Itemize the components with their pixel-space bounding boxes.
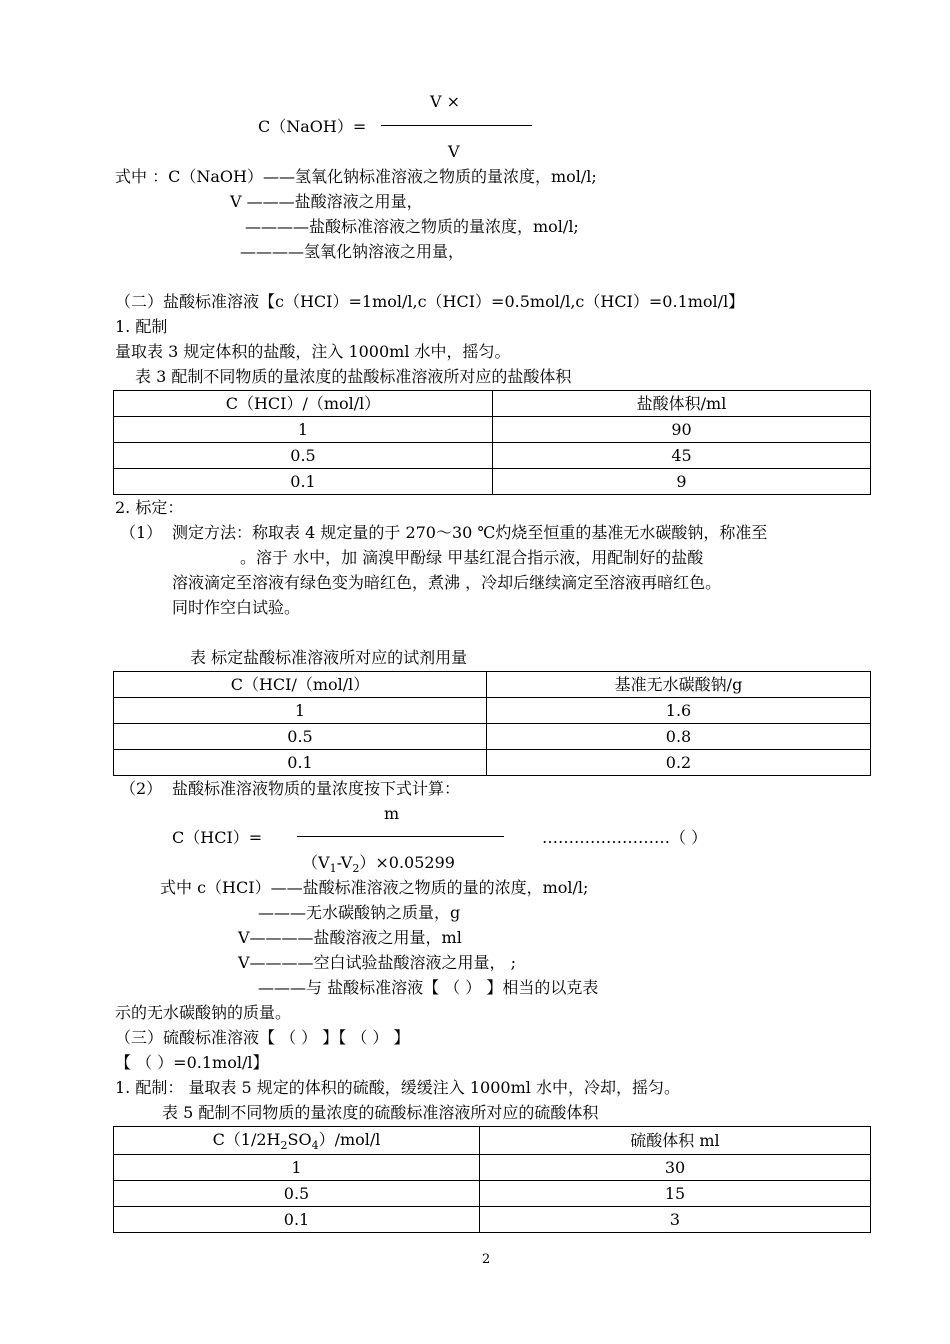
p2-text: 盐酸标准溶液物质的量浓度按下式计算：: [172, 779, 461, 798]
table-header-cell: 基准无水碳酸钠/g: [487, 672, 871, 698]
table-cell: 0.5: [114, 443, 493, 469]
table-cell: 0.2: [487, 750, 871, 776]
formula2-def1: ———无水碳酸钠之质量，g: [258, 903, 461, 922]
table-row: [114, 1181, 871, 1207]
table5-caption: 表 5 配制不同物质的量浓度的硫酸标准溶液所对应的硫酸体积: [162, 1103, 599, 1122]
table3: [113, 390, 871, 495]
table-row: [114, 698, 871, 724]
formula1-def2: ————盐酸标准溶液之物质的量浓度，mol/l;: [245, 217, 579, 236]
p2-label: （2）: [120, 779, 163, 798]
section2-step2: 2. 标定：: [115, 498, 184, 517]
table-cell: 1.6: [487, 698, 871, 724]
p1-line2: 。溶于 水中，加 滴溴甲酚绿 甲基红混合指示液，用配制好的盐酸: [240, 548, 704, 567]
formula2-def4: ———与 盐酸标准溶液【 （ ） 】相当的以克表: [258, 978, 599, 997]
table-cell: 9: [493, 469, 871, 495]
table-cell: 15: [480, 1181, 871, 1207]
table-header-row: [114, 391, 871, 417]
p1-label: （1）: [120, 523, 163, 542]
table-row: [114, 443, 871, 469]
section2-heading: （二）盐酸标准溶液【c（HCI）=1mol/l,c（HCI）=0.5mol/l,c（HCI）=0.1mol/l】: [115, 292, 745, 311]
formula2-def3: V————空白试验盐酸溶液之用量， ;: [238, 953, 517, 972]
table-cell: 3: [480, 1207, 871, 1233]
formula2-numerator: m: [384, 804, 400, 823]
section2-step1: 1. 配制: [115, 317, 168, 336]
table-cell: 1: [114, 1155, 480, 1181]
section2-step1-text: 量取表 3 规定体积的盐酸，注入 1000ml 水中，摇匀。: [115, 342, 511, 361]
p1-line1: 测定方法：称取表 4 规定量的于 270～30 ℃灼烧至恒重的基准无水碳酸钠，称准至: [172, 523, 768, 542]
formula1-def1: V ———盐酸溶液之用量，: [230, 192, 423, 211]
table-header-row: [114, 672, 871, 698]
table-cell: 0.8: [487, 724, 871, 750]
table-cell: 0.5: [114, 724, 487, 750]
table-row: [114, 1155, 871, 1181]
table-cell: 1: [114, 417, 493, 443]
formula1-where: 式中 ：C（NaOH）——氢氧化钠标准溶液之物质的量浓度，mol/l;: [115, 167, 597, 186]
formula1-fraction-bar: [381, 125, 532, 126]
table-row: [114, 417, 871, 443]
formula1-numerator: V ×: [430, 92, 461, 111]
table-header-cell: 硫酸体积 ml: [480, 1127, 871, 1155]
table5: [113, 1126, 871, 1233]
table-cell: 0.5: [114, 1181, 480, 1207]
table-cell: 45: [493, 443, 871, 469]
formula2-fraction-bar: [297, 836, 504, 837]
formula2-def2: V————盐酸溶液之用量，ml: [238, 928, 462, 947]
table-cell: 90: [493, 417, 871, 443]
section3-heading-cont: 【 （ ）=0.1mol/l】: [115, 1053, 269, 1072]
formula1-lhs: C（NaOH）=: [258, 117, 367, 136]
section3-step1-text: 1. 配制： 量取表 5 规定的体积的硫酸，缓缓注入 1000ml 水中，冷却，摇匀。: [115, 1078, 680, 1097]
table-header-cell: C（HCI）/（mol/l）: [114, 391, 493, 417]
table-cell: 30: [480, 1155, 871, 1181]
formula2-lhs: C（HCI）=: [172, 828, 263, 847]
table-row: [114, 724, 871, 750]
table4: [113, 671, 871, 776]
table-row: [114, 750, 871, 776]
table-header-cell: C（HCI/（mol/l）: [114, 672, 487, 698]
formula2-def4-cont: 示的无水碳酸钠的质量。: [115, 1003, 292, 1022]
formula2-dots: ……………………（ ）: [542, 828, 708, 847]
table-header-row: [114, 1127, 871, 1155]
formula1-def3: ————氢氧化钠溶液之用量，: [240, 242, 465, 261]
formula2-where: 式中 c（HCI）——盐酸标准溶液之物质的量的浓度，mol/l;: [160, 878, 589, 897]
p1-line3: 溶液滴定至溶液有绿色变为暗红色，煮沸 ，冷却后继续滴定至溶液再暗红色。: [172, 573, 722, 592]
formula2-denominator: $(V_1-V_2)\times 0.05299$: [302, 853, 455, 875]
table-row: [114, 469, 871, 495]
table-header-cell: 盐酸体积/ml: [493, 391, 871, 417]
table3-caption: 表 3 配制不同物质的量浓度的盐酸标准溶液所对应的盐酸体积: [135, 367, 572, 386]
table-row: [114, 1207, 871, 1233]
section3-heading: （三）硫酸标准溶液【 （ ） 】【 （ ） 】: [115, 1028, 410, 1047]
table-cell: 1: [114, 698, 487, 724]
table-header-cell: $C(1/2H_2SO_4)/mol/l$: [114, 1127, 480, 1155]
table4-caption: 表 标定盐酸标准溶液所对应的试剂用量: [190, 648, 468, 667]
table-cell: 0.1: [114, 750, 487, 776]
table-cell: 0.1: [114, 1207, 480, 1233]
formula1-denominator: V: [448, 142, 460, 161]
p1-line4: 同时作空白试验。: [172, 598, 301, 617]
table-cell: 0.1: [114, 469, 493, 495]
page-number: 2: [482, 1252, 491, 1267]
